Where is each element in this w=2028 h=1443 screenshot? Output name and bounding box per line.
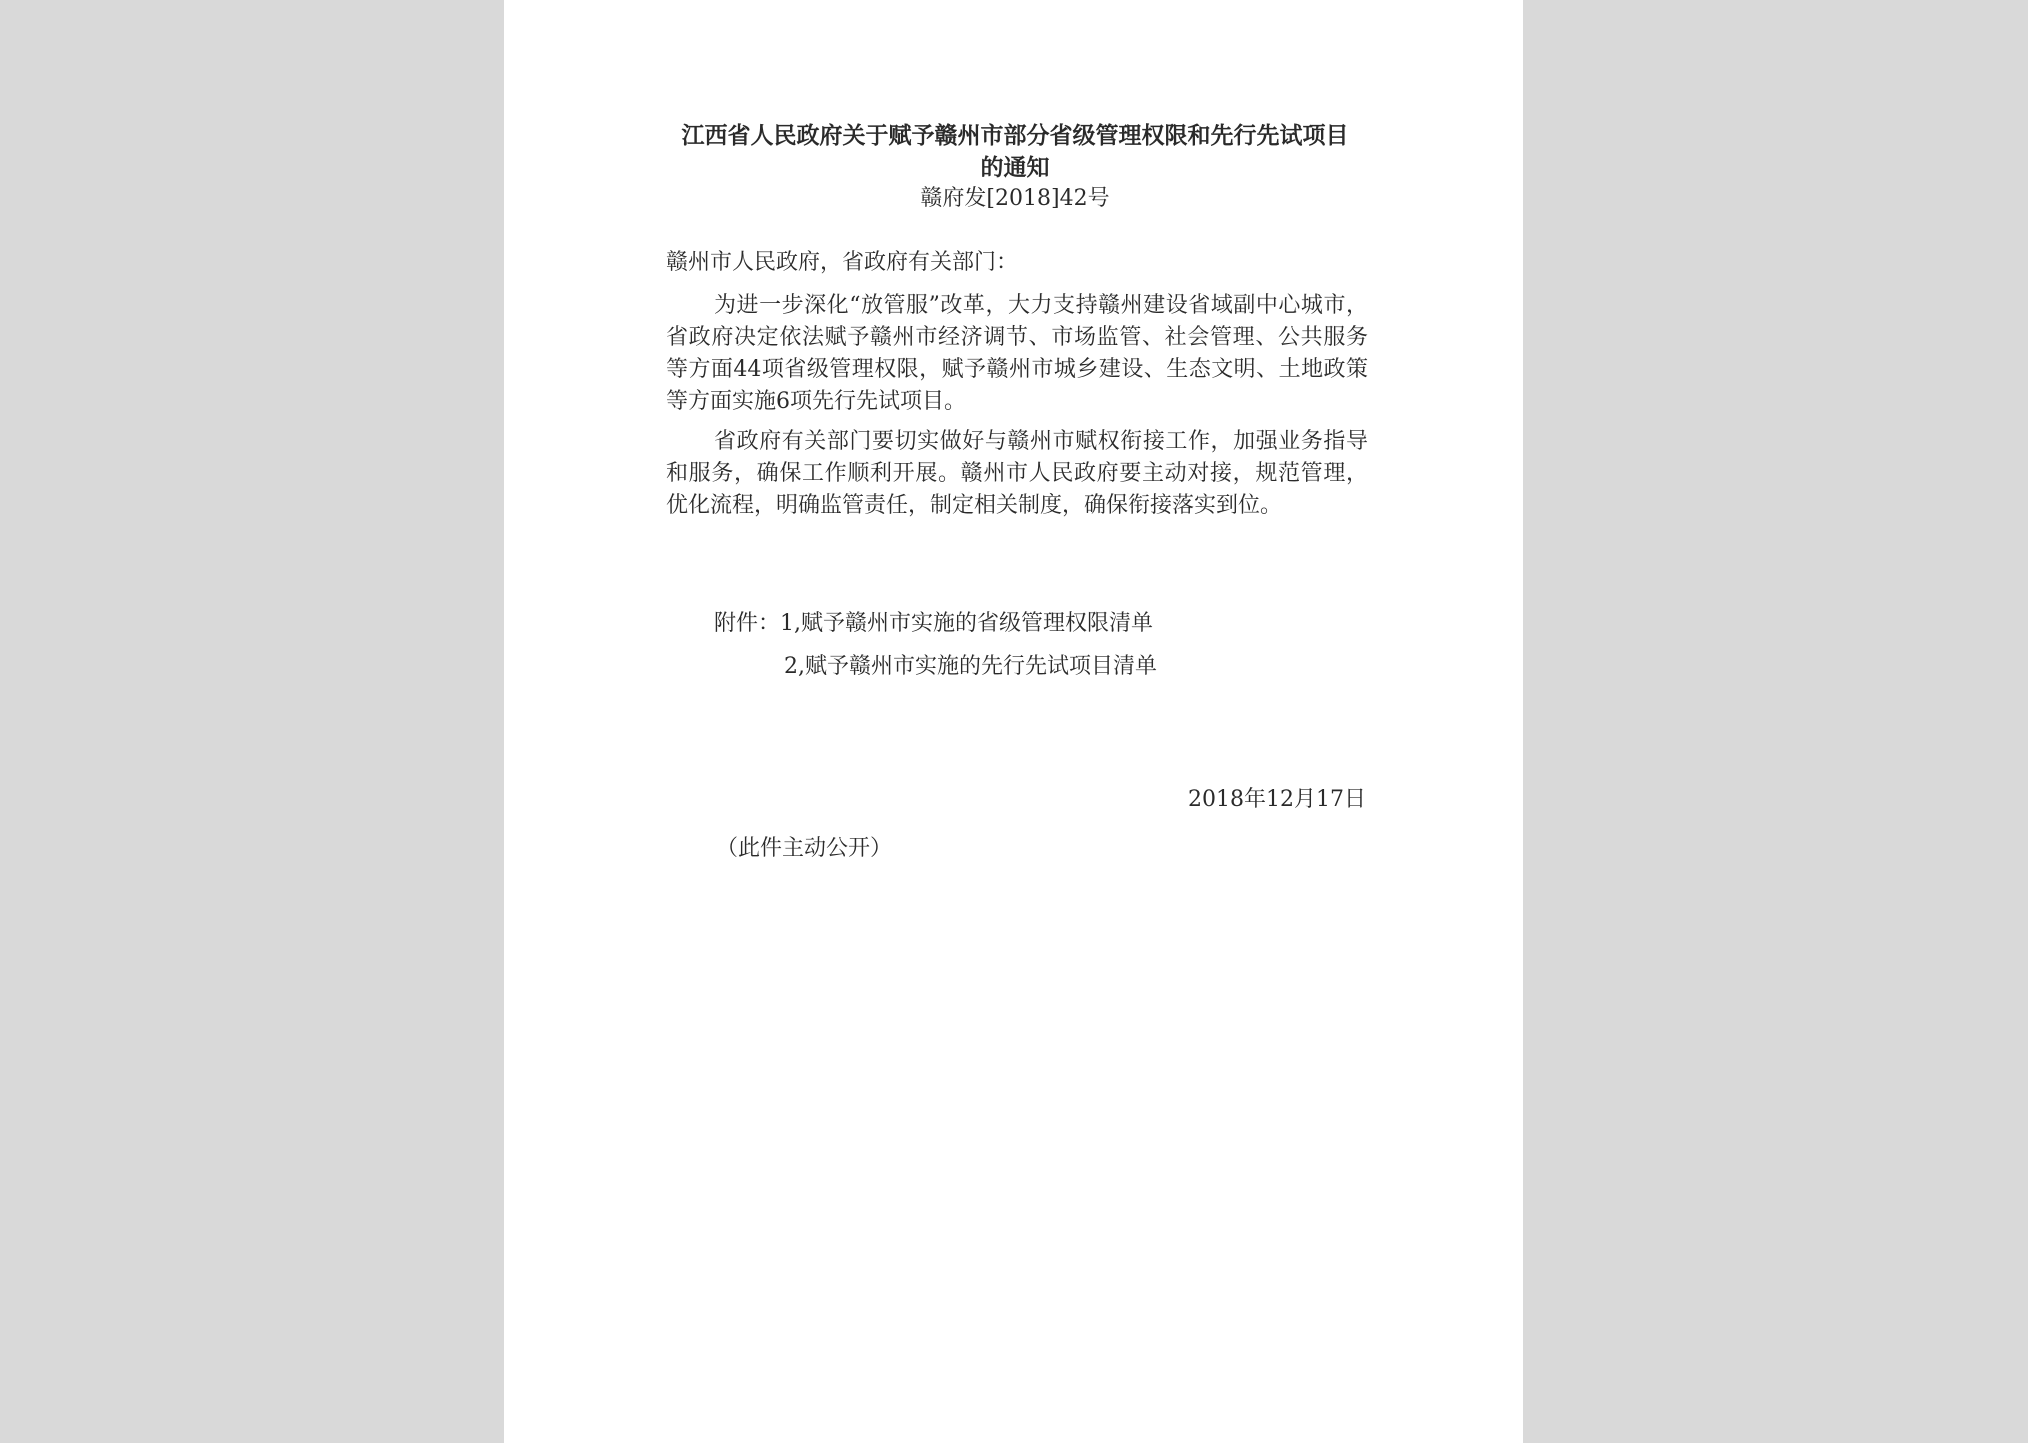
body-paragraph-2: 省政府有关部门要切实做好与赣州市赋权衔接工作，加强业务指导和服务，确保工作顺利开展。赣州市人民政府要主动对接，规范管理，优化流程，明确监管责任，制定相关制度，确保衔接落实到位。 — [666, 429, 1368, 518]
document-title-line1: 江西省人民政府关于赋予赣州市部分省级管理权限和先行先试项目 — [681, 122, 1349, 149]
disclosure-note: （此件主动公开） — [716, 836, 893, 861]
body-paragraph-1: 为进一步深化“放管服”改革，大力支持赣州建设省域副中心城市，省政府决定依法赋予赣州市经济调节、市场监管、社会管理、公共服务等方面44项省级管理权限，赋予赣州市城乡建设、生态文明、土地政策等方面实施6项先行先试项目。 — [666, 293, 1368, 414]
attachment-item-2: 2,赋予赣州市实施的先行先试项目清单 — [784, 654, 1157, 679]
addressee: 赣州市人民政府，省政府有关部门： — [666, 250, 1019, 275]
document-page — [504, 0, 1523, 1443]
document-title-line2: 的通知 — [980, 154, 1050, 181]
document-date: 2018年12月17日 — [1188, 787, 1366, 812]
attachment-item-1: 附件：1,赋予赣州市实施的省级管理权限清单 — [714, 611, 1153, 636]
document-number: 赣府发[2018]42号 — [920, 186, 1110, 211]
